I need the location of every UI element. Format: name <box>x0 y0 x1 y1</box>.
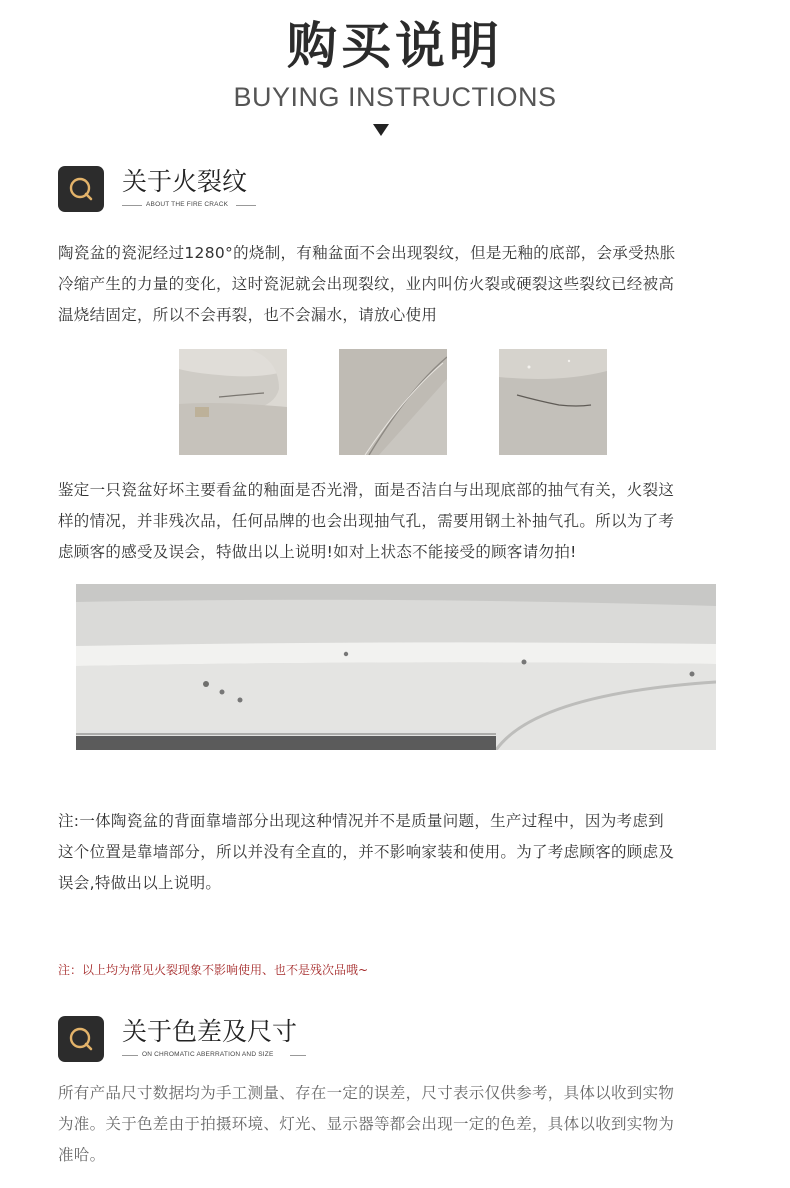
basin-back-photo <box>76 584 716 750</box>
triangle-down-icon <box>373 124 389 136</box>
page-title: 购买说明 <box>287 17 503 75</box>
search-chat-icon <box>58 166 104 212</box>
section-subheading-fire-crack: ABOUT THE FIRE CRACK <box>146 201 229 208</box>
page-subtitle: BUYING INSTRUCTIONS <box>233 82 557 112</box>
paragraph-quality-identification: 鉴定一只瓷盆好坏主要看盆的釉面是否光滑，面是否洁白与出现底部的抽气有关，火裂这 样的情况，并非残次品，任何品牌的也会出现抽气孔，需要用钢土补抽气孔。所以为了考 虑顾客的感受及误会，特做出以上说明!如对上状态不能接受的顾客请勿拍! <box>58 481 675 561</box>
crack-photo-2 <box>339 349 447 455</box>
red-note: 注：以上均为常见火裂现象不影响使用、也不是残次品哦~ <box>58 963 369 977</box>
divider-right <box>236 205 256 206</box>
search-chat-icon <box>58 1016 104 1062</box>
paragraph-color-size: 所有产品尺寸数据均为手工测量、存在一定的误差，尺寸表示仅供参考，具体以收到实物 为准。关于色差由于拍摄环境、灯光、显示器等都会出现一定的色差，具体以收到实物为 准哈。 <box>58 1084 675 1164</box>
divider-right <box>290 1055 306 1056</box>
paragraph-back-wall-note: 注:一体陶瓷盆的背面靠墙部分出现这种情况并不是质量问题，生产过程中，因为考虑到 这个位置是靠墙部分，所以并没有全直的，并不影响家装和使用。为了考虑顾客的顾虑及 误会,特做出以上说明。 <box>58 812 675 892</box>
divider-left <box>122 205 142 206</box>
divider-left <box>122 1055 138 1056</box>
section-heading-color-size: 关于色差及尺寸 <box>122 1017 298 1046</box>
crack-photo-1 <box>179 349 287 455</box>
section-heading-fire-crack: 关于火裂纹 <box>122 167 248 196</box>
section-subheading-color-size: ON CHROMATIC ABERRATION AND SIZE <box>142 1051 274 1058</box>
crack-photo-3 <box>499 349 607 455</box>
paragraph-fire-crack-intro: 陶瓷盆的瓷泥经过1280°的烧制，有釉盆面不会出现裂纹，但是无釉的底部，会承受热胀 冷缩产生的力量的变化，这时瓷泥就会出现裂纹，业内叫仿火裂或硬裂这些裂纹已经被高 温烧结固定，所以不会再裂，也不会漏水，请放心使用 <box>58 244 676 324</box>
